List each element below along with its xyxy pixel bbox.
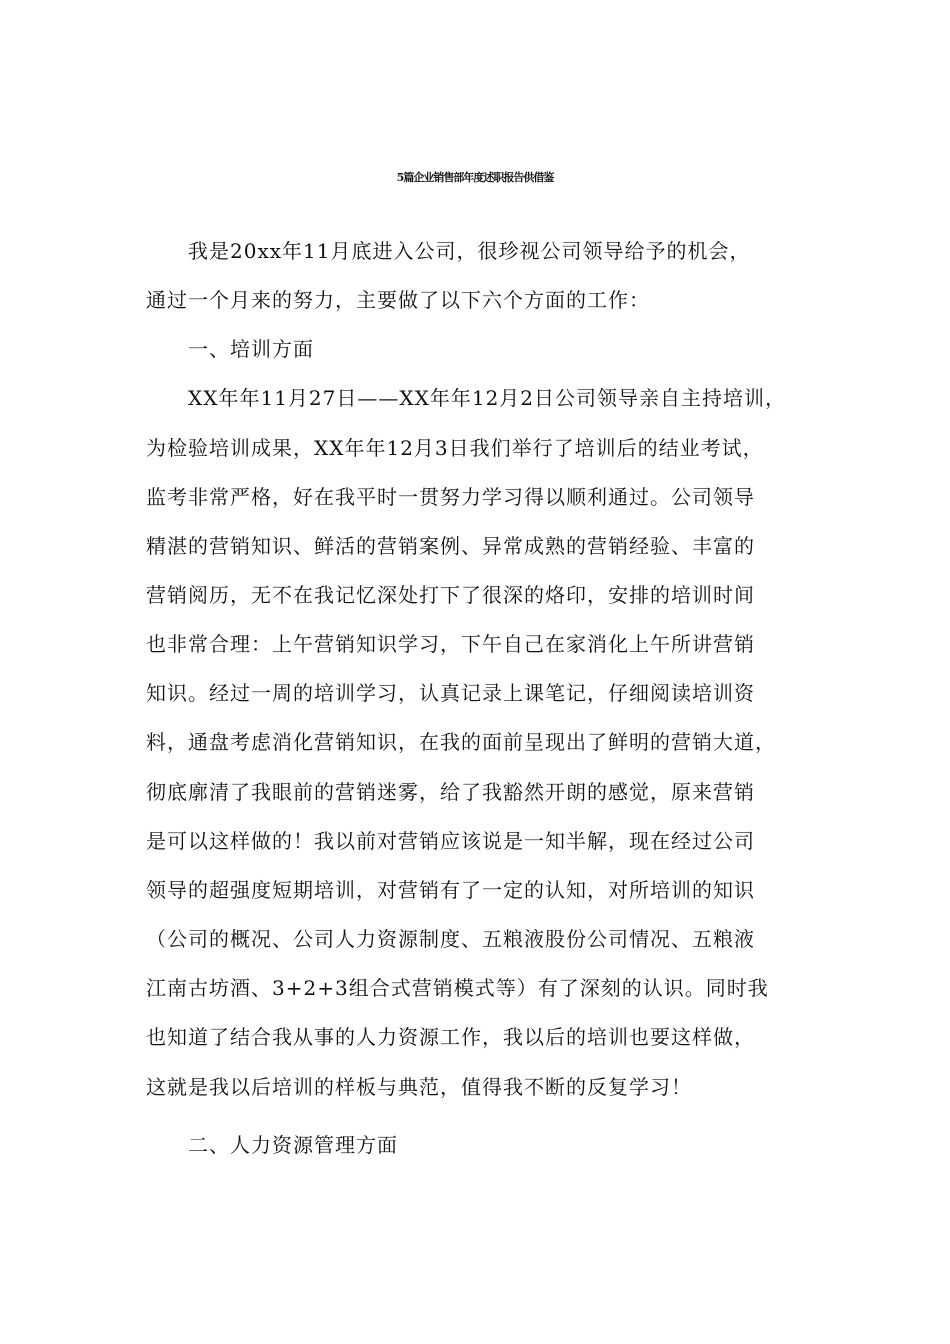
- paragraph-line: 江南古坊酒、3+2+3组合式营销模式等）有了深刻的认识。同时我: [146, 976, 769, 1000]
- paragraph-line: 精湛的营销知识、鲜活的营销案例、异常成熟的营销经验、丰富的: [146, 534, 755, 558]
- paragraph-line: 领导的超强度短期培训，对营销有了一定的认知，对所培训的知识: [146, 878, 755, 902]
- paragraph-line: 是可以这样做的！我以前对营销应该说是一知半解，现在经过公司: [146, 829, 755, 853]
- paragraph-line: 也非常合理：上午营销知识学习，下午自己在家消化上午所讲营销: [146, 632, 755, 656]
- document-title: 5篇企业销售部年度述职报告供借鉴: [396, 171, 554, 184]
- paragraph-line: 知识。经过一周的培训学习，认真记录上课笔记，仔细阅读培训资: [146, 681, 755, 705]
- section-heading: 二、人力资源管理方面: [188, 1133, 398, 1157]
- paragraph-line: 这就是我以后培训的样板与典范，值得我不断的反复学习！: [146, 1075, 692, 1099]
- paragraph-line: 料，通盘考虑消化营销知识，在我的面前呈现出了鲜明的营销大道，: [146, 730, 776, 754]
- section-heading: 一、培训方面: [188, 337, 314, 361]
- paragraph-line: 也知道了结合我从事的人力资源工作，我以后的培训也要这样做，: [146, 1025, 755, 1049]
- paragraph-line: 监考非常严格，好在我平时一贯努力学习得以顺利通过。公司领导: [146, 485, 755, 509]
- paragraph-line: 为检验培训成果，XX年年12月3日我们举行了培训后的结业考试，: [146, 436, 764, 460]
- paragraph-line: XX年年11月27日——XX年年12月2日公司领导亲自主持培训，: [188, 386, 787, 410]
- paragraph-line: 彻底廓清了我眼前的营销迷雾，给了我豁然开朗的感觉，原来营销: [146, 780, 755, 804]
- paragraph-line: 我是20xx年11月底进入公司，很珍视公司领导给予的机会，: [188, 239, 751, 263]
- paragraph-line: 通过一个月来的努力，主要做了以下六个方面的工作：: [146, 288, 650, 312]
- paragraph-line: （公司的概况、公司人力资源制度、五粮液股份公司情况、五粮液: [146, 927, 755, 951]
- paragraph-line: 营销阅历，无不在我记忆深处打下了很深的烙印，安排的培训时间: [146, 583, 755, 607]
